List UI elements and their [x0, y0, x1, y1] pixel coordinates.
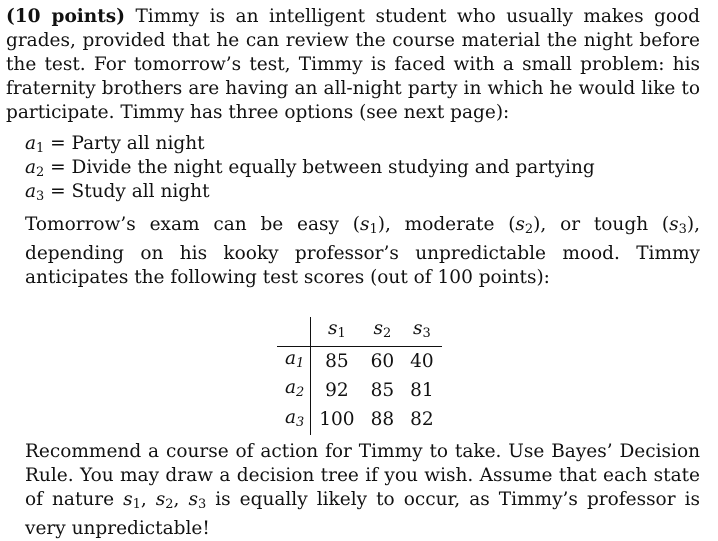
intro-text: Timmy is an intelligent student who usually makes good grades, provided that he can review the course material the night before the test. For tomorrow’s test, Timmy is faced with a small problem: his fraternity brothers are having an all-night party in which he would like to participate. Timmy has three options (see next page):	[6, 6, 700, 123]
option-symbol: a	[25, 181, 37, 202]
states-paragraph	[25, 213, 700, 290]
option-symbol: a	[25, 133, 37, 154]
option-text: = Divide the night equally between studying and partying	[50, 157, 595, 178]
table-row	[277, 406, 442, 435]
option-subscript: 2	[36, 165, 45, 181]
table-cell: 40	[410, 350, 434, 372]
state-s2-sub: 2	[524, 222, 534, 238]
states-text-1: Tomorrow’s exam can be easy (	[25, 214, 361, 235]
states-text-4: ), depending on his kooky professor’s unpredictable mood. Timmy anticipates the following test scores (out of 100 points):	[25, 214, 700, 289]
row-symbol: a	[285, 406, 297, 428]
header-symbol: s	[373, 318, 383, 339]
table-corner	[277, 317, 311, 347]
table-header-row	[277, 317, 442, 347]
table-cell: 81	[410, 380, 434, 402]
table-cell: 88	[370, 409, 395, 431]
option-subscript: 3	[36, 189, 45, 205]
table-cell: 92	[325, 380, 349, 402]
states-text-2: ), moderate (	[377, 214, 516, 235]
closing-s1-symbol: s	[123, 489, 133, 510]
table-cell: 82	[410, 409, 434, 431]
states-text-3: ), or tough (	[533, 214, 670, 235]
row-symbol: a	[285, 377, 297, 399]
option-text: = Party all night	[50, 133, 205, 154]
table-row	[277, 347, 442, 377]
table-header-cell	[402, 317, 442, 347]
closing-paragraph: Recommend a course of action for Timmy to take. Use Bayes’ Decision Rule. You may draw a decision tree if you wish. Assume that each state of nature $s_1$, $s_2$, $s_3$ is equally likely to occur, as Timmy’s professor is very unpredictable!	[25, 441, 700, 540]
option-a3	[25, 180, 210, 209]
problem-intro	[6, 5, 700, 125]
state-s3-sub: 3	[678, 222, 687, 238]
row-label	[277, 406, 311, 435]
points-label: (10 points)	[6, 6, 125, 27]
row-sub: 3	[296, 414, 305, 430]
state-s2-symbol: s	[515, 214, 525, 235]
header-symbol: s	[328, 318, 338, 339]
row-label	[277, 347, 311, 377]
option-text: = Study all night	[50, 181, 210, 202]
state-s1-symbol: s	[360, 214, 370, 235]
table-cell: 85	[325, 350, 349, 372]
table-row	[277, 376, 442, 405]
table-header-cell	[311, 317, 363, 347]
option-subscript: 1	[36, 141, 45, 157]
row-sub: 2	[296, 385, 305, 401]
table-cell: 60	[370, 350, 395, 372]
state-s3-symbol: s	[669, 214, 679, 235]
header-sub: 2	[382, 326, 392, 342]
table-header-cell	[363, 317, 403, 347]
header-symbol: s	[413, 318, 423, 339]
row-label	[277, 376, 311, 405]
table-cell: 85	[370, 380, 395, 402]
option-symbol: a	[25, 157, 37, 178]
header-sub: 3	[422, 326, 431, 342]
closing-text-1: Recommend a course of action for Timmy to take. Use Bayes’ Decision Rule. You may draw a decision tree if you wish. Assume that each state of nature	[25, 441, 700, 510]
payoff-table	[277, 317, 442, 435]
row-sub: 1	[296, 356, 305, 372]
table-cell: 100	[319, 409, 355, 431]
closing-text-2: is equally likely to occur, as Timmy’s professor is very unpredictable!	[25, 489, 700, 540]
header-sub: 1	[337, 326, 346, 342]
closing-s3-symbol: s	[188, 489, 198, 510]
row-symbol: a	[285, 348, 297, 370]
state-s1-sub: 1	[369, 222, 378, 238]
closing-s2-symbol: s	[155, 489, 166, 510]
